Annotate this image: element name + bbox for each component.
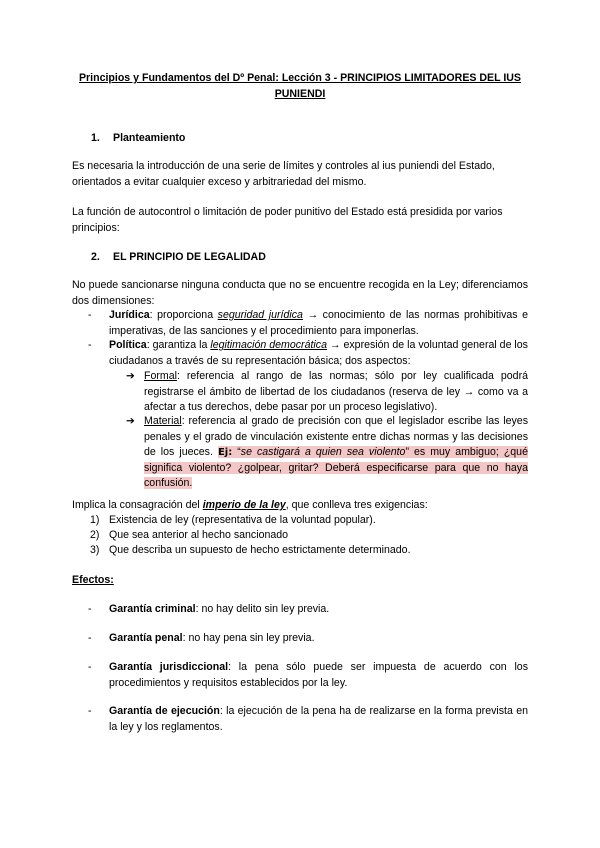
example-quote: se castigará a quien sea violento (240, 446, 406, 458)
legalidad-intro: No puede sancionarse ninguna conducta que no se encuentre recogida en la Ley; diferenciamos dos dimensiones: (72, 279, 528, 307)
section-1-heading (72, 131, 528, 147)
efecto-text: : la ejecución de la pena ha de realizarse en la forma prevista en la ley y los reglamentos. (109, 705, 528, 733)
exigencia-number: 3) (90, 544, 100, 556)
bullet-dash: - (88, 309, 92, 321)
arrow-bullet-icon: ➔ (126, 415, 135, 427)
list-item-formal (126, 369, 528, 416)
efecto-item-criminal (88, 602, 528, 618)
bullet-dash: - (88, 632, 92, 644)
juridica-label: Jurídica (109, 309, 150, 321)
efecto-text: : no hay pena sin ley previa. (182, 632, 315, 644)
efecto-text: : no hay delito sin ley previa. (195, 603, 330, 615)
material-label: Material (144, 415, 182, 427)
material-rest: : referencia al grado de precisión con que el legislador escribe las leyes penales y el grado de vinculación existente entre dichas normas y las decisiones de los jueces. (144, 415, 528, 458)
efecto-label: Garantía penal (109, 632, 183, 644)
section-1-paragraph-1: Es necesaria la introducción de una serie de límites y controles al ius puniendi del Estado, orientados a evitar cualquier exceso y arbitrariedad del mismo. (72, 160, 495, 188)
exigencia-number: 1) (90, 514, 100, 526)
section-1-number: 1. (91, 132, 100, 144)
section-2-heading (72, 250, 528, 266)
efecto-label: Garantía jurisdiccional (109, 661, 229, 673)
section-2-number: 2. (91, 251, 100, 263)
section-1-title: Planteamiento (113, 132, 186, 144)
exigencia-item-2 (90, 528, 528, 544)
exigencia-text: Que sea anterior al hecho sancionado (109, 529, 289, 541)
example-open: “ (232, 446, 241, 458)
list-item-politica (88, 338, 528, 369)
juridica-term: seguridad jurídica (217, 309, 303, 321)
efecto-item-jurisdiccional (88, 660, 528, 691)
bullet-dash: - (88, 705, 92, 717)
exigencia-text: Existencia de ley (representativa de la voluntad popular). (109, 514, 376, 526)
bullet-dash: - (88, 339, 92, 351)
imperio-pre: Implica la consagración del (72, 499, 203, 511)
exigencia-item-3 (90, 543, 528, 559)
politica-label: Política (109, 339, 147, 351)
section-2-title: EL PRINCIPIO DE LEGALIDAD (113, 251, 266, 263)
exigencia-text: Que describa un supuesto de hecho estrictamente determinado. (109, 544, 411, 556)
efecto-label: Garantía criminal (109, 603, 196, 615)
bullet-dash: - (88, 603, 92, 615)
politica-rest: → expresión de la voluntad general de los ciudadanos a través de su representación básica; dos aspectos: (109, 339, 528, 367)
efecto-item-penal (88, 631, 528, 647)
politica-pre: : garantiza la (146, 339, 211, 351)
imperio-rest: , que conlleva tres exigencias: (285, 499, 428, 511)
document-title: Principios y Fundamentos del Dº Penal: Lección 3 - PRINCIPIOS LIMITADORES DEL IUS PUNIENDI (78, 72, 521, 100)
juridica-rest: → conocimiento de las normas prohibitivas e imperativas, de las sanciones y el procedimiento para imponerlas. (109, 309, 529, 337)
example-label: Ej: (217, 447, 233, 458)
efecto-label: Garantía de ejecución (109, 705, 220, 717)
example-rest: ” es muy ambiguo; ¿qué significa violento? ¿golpear, gritar? Deberá especificarse para que no haya confusión. (144, 446, 528, 489)
efectos-heading: Efectos: (72, 574, 114, 586)
politica-term: legitimación democrática (210, 339, 327, 351)
formal-rest: : referencia al rango de las normas; sólo por ley cualificada podrá registrarse el ámbito de libertad de los ciudadanos (reserva de ley → como va a afectar a tus derechos, debe pasar por un proceso legislativo). (144, 370, 528, 413)
exigencia-number: 2) (90, 529, 100, 541)
formal-label: Formal (144, 370, 177, 382)
efecto-text: : la pena sólo puede ser impuesta de acuerdo con los procedimientos y requisitos establecidos por la ley. (109, 661, 528, 689)
bullet-dash: - (88, 661, 92, 673)
list-item-juridica (88, 308, 528, 339)
list-item-material (126, 414, 528, 492)
section-1-paragraph-2: La función de autocontrol o limitación de poder punitivo del Estado está presidida por varios principios: (72, 206, 503, 234)
exigencia-item-1 (90, 513, 528, 529)
imperio-term: imperio de la ley (202, 499, 286, 511)
arrow-bullet-icon: ➔ (126, 370, 135, 382)
imperio-paragraph (72, 498, 528, 514)
efecto-item-ejecucion (88, 704, 528, 735)
juridica-pre: : proporciona (149, 309, 218, 321)
